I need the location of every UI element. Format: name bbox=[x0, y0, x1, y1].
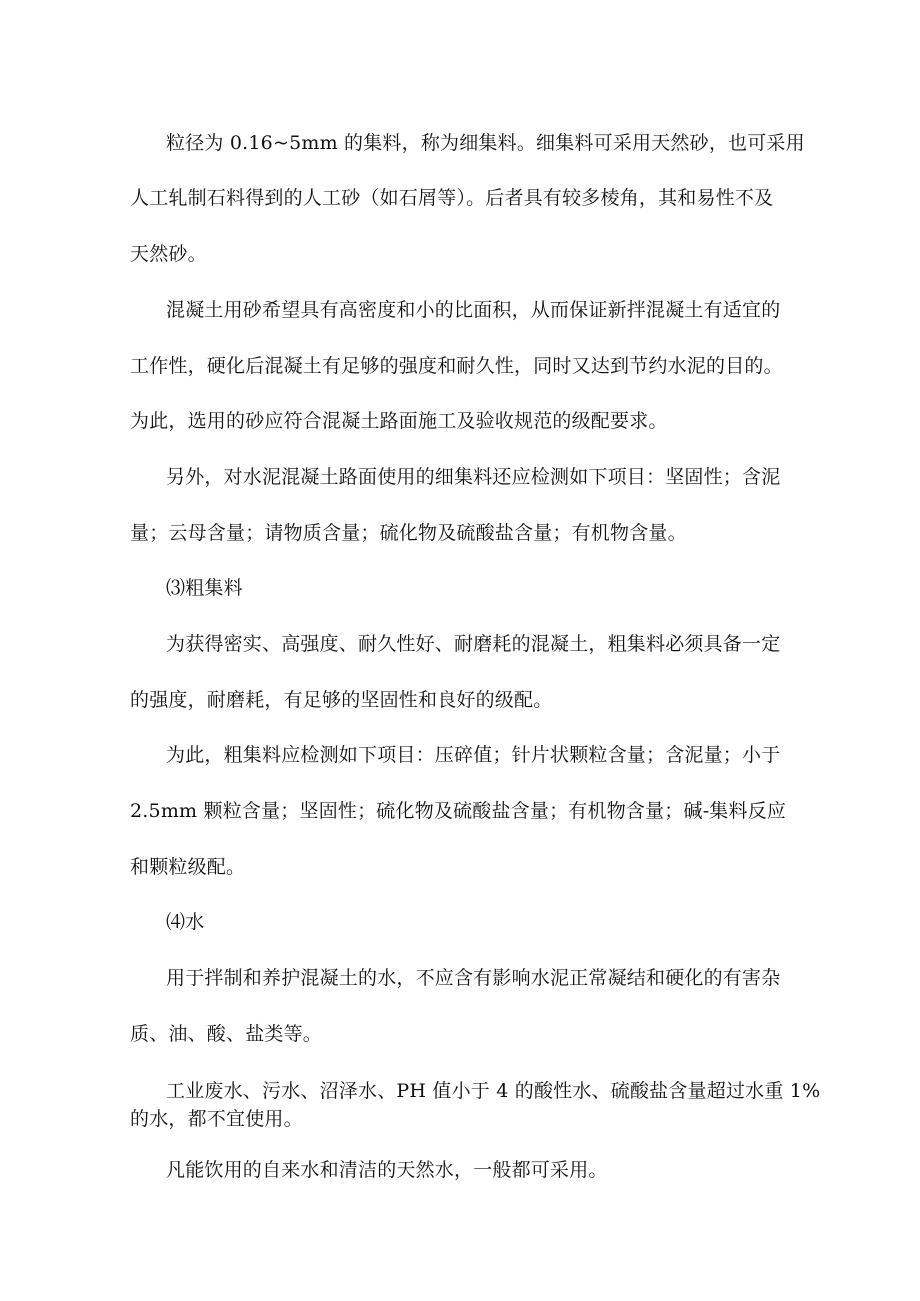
text-line: 用于拌制和养护混凝土的水，不应含有影响水泥正常凝结和硬化的有害杂 bbox=[166, 967, 781, 989]
section-heading-coarse-aggregate: ⑶粗集料 bbox=[166, 577, 243, 599]
text-line: 量；云母含量；请物质含量；硫化物及硫酸盐含量；有机物含量。 bbox=[130, 522, 687, 544]
text-line: 的强度，耐磨耗，有足够的坚固性和良好的级配。 bbox=[130, 689, 553, 711]
text-line: 2.5mm 颗粒含量；坚固性；硫化物及硫酸盐含量；有机物含量；碱-集料反应 bbox=[130, 800, 787, 822]
section-heading-water: ⑷水 bbox=[166, 911, 205, 933]
paragraph-suitable-water: 凡能饮用的自来水和清洁的天然水，一般都可采用。 bbox=[166, 1159, 608, 1181]
text-line: 的水，都不宜使用。 bbox=[130, 1108, 303, 1130]
text-line: 为获得密实、高强度、耐久性好、耐磨耗的混凝土，粗集料必须具备一定 bbox=[166, 633, 781, 655]
text-line: 另外，对水泥混凝土路面使用的细集料还应检测如下项目：坚固性；含泥 bbox=[166, 466, 781, 488]
text-line: 人工轧制石料得到的人工砂（如石屑等）。后者具有较多棱角，其和易性不及 bbox=[130, 187, 774, 209]
text-line: 和颗粒级配。 bbox=[130, 856, 246, 878]
text-line: 为此，粗集料应检测如下项目：压碎值；针片状颗粒含量；含泥量；小于 bbox=[166, 744, 781, 766]
text-line: 工作性，硬化后混凝土有足够的强度和耐久性，同时又达到节约水泥的目的。 bbox=[130, 355, 783, 377]
text-line: 为此，选用的砂应符合混凝土路面施工及验收规范的级配要求。 bbox=[130, 410, 668, 432]
text-line: 工业废水、污水、沼泽水、PH 值小于 4 的酸性水、硫酸盐含量超过水重 1% bbox=[166, 1080, 821, 1102]
text-line: 混凝土用砂希望具有高密度和小的比面积，从而保证新拌混凝土有适宜的 bbox=[166, 299, 781, 321]
text-line: 质、油、酸、盐类等。 bbox=[130, 1023, 323, 1045]
text-line: 天然砂。 bbox=[130, 243, 207, 265]
text-line: 粒径为 0.16~5mm 的集料，称为细集料。细集料可采用天然砂，也可采用 bbox=[166, 132, 805, 154]
